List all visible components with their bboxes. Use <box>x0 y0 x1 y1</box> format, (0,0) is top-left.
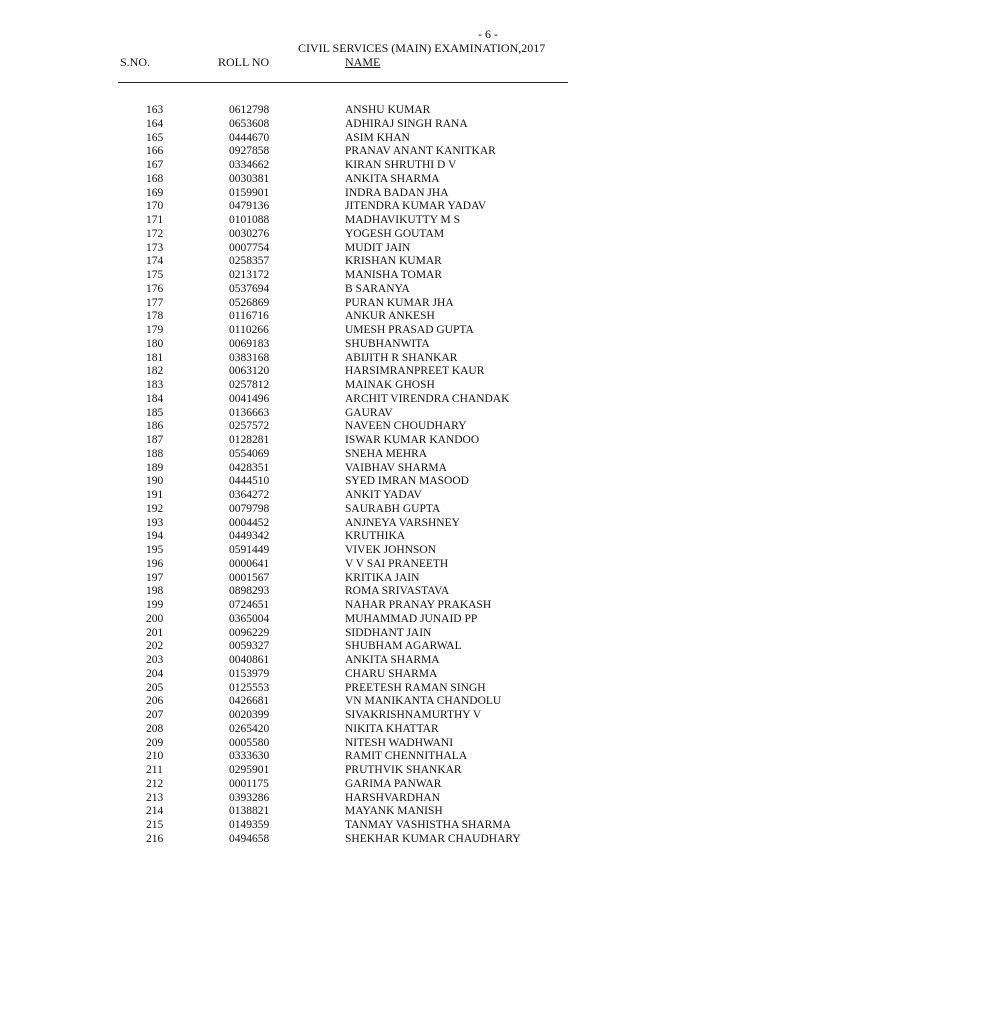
serial-number: 196 <box>146 557 164 570</box>
roll-number: 0149359 <box>229 819 270 831</box>
table-row <box>0 145 991 159</box>
table-row <box>0 462 991 476</box>
roll-number: 0101088 <box>229 214 270 226</box>
table-row <box>0 310 991 324</box>
candidate-name: MUHAMMAD JUNAID PP <box>345 612 478 625</box>
roll-number: 0159901 <box>229 186 270 199</box>
table-row <box>0 338 991 352</box>
roll-number: 0258357 <box>229 255 270 268</box>
roll-number: 0526869 <box>229 296 270 309</box>
candidate-name: VAIBHAV SHARMA <box>345 461 447 474</box>
serial-number: 216 <box>146 832 164 845</box>
candidate-name: ANKITA SHARMA <box>345 172 440 185</box>
table-row <box>0 613 991 627</box>
roll-number: 0383168 <box>229 351 270 364</box>
roll-number: 0537694 <box>229 282 270 295</box>
table-row <box>0 682 991 696</box>
candidate-name: KRUTHIKA <box>345 530 406 543</box>
roll-number: 0653608 <box>229 117 270 130</box>
candidate-name: SYED IMRAN MASOOD <box>345 475 469 488</box>
roll-number: 0428351 <box>229 461 270 474</box>
candidate-name: PREETESH RAMAN SINGH <box>345 681 486 694</box>
candidate-name: PRUTHVIK SHANKAR <box>345 764 462 776</box>
table-row <box>0 187 991 201</box>
roll-number: 0449342 <box>229 530 270 543</box>
serial-number: 205 <box>146 681 164 694</box>
serial-number: 206 <box>146 695 164 708</box>
table-row <box>0 269 991 283</box>
candidate-name: VN MANIKANTA CHANDOLU <box>345 695 502 708</box>
roll-number: 0000641 <box>229 557 270 570</box>
roll-number: 0030276 <box>229 227 270 240</box>
candidate-name: SIDDHANT JAIN <box>345 626 432 639</box>
roll-number: 0265420 <box>229 722 270 735</box>
serial-number: 208 <box>146 722 164 735</box>
serial-number: 176 <box>146 282 164 295</box>
candidate-name: V V SAI PRANEETH <box>345 557 449 570</box>
candidate-name: NITESH WADHWANI <box>345 736 454 749</box>
serial-number: 211 <box>146 764 163 776</box>
table-row <box>0 365 991 379</box>
table-row <box>0 297 991 311</box>
serial-number: 175 <box>146 269 164 281</box>
roll-number: 0001567 <box>229 571 270 584</box>
candidate-name: YOGESH GOUTAM <box>345 227 445 240</box>
column-header-sno: S.NO. <box>120 55 151 69</box>
roll-number: 0116716 <box>229 310 269 323</box>
candidate-name: SNEHA MEHRA <box>345 447 428 460</box>
candidate-name: MANISHA TOMAR <box>345 269 443 281</box>
serial-number: 200 <box>146 612 164 625</box>
serial-number: 199 <box>146 599 164 611</box>
serial-number: 207 <box>146 709 164 721</box>
table-row <box>0 379 991 393</box>
roll-number: 0724651 <box>229 599 270 611</box>
roll-number: 0927858 <box>229 145 270 158</box>
roll-number: 0007754 <box>229 241 270 254</box>
candidate-name: ADHIRAJ SINGH RANA <box>345 117 468 130</box>
candidate-name: B SARANYA <box>345 282 410 295</box>
candidate-name: ANKITA SHARMA <box>345 654 440 666</box>
page-number: - 6 - <box>478 27 498 41</box>
serial-number: 171 <box>146 214 164 226</box>
candidate-name: ANKIT YADAV <box>345 489 422 501</box>
roll-number: 0059327 <box>229 640 270 653</box>
table-row <box>0 640 991 654</box>
table-row <box>0 503 991 517</box>
serial-number: 180 <box>146 337 164 350</box>
roll-number: 0213172 <box>229 269 270 281</box>
serial-number: 195 <box>146 544 164 556</box>
table-row <box>0 393 991 407</box>
serial-number: 169 <box>146 186 164 199</box>
roll-number: 0612798 <box>229 104 270 116</box>
table-row <box>0 159 991 173</box>
serial-number: 182 <box>146 365 164 378</box>
roll-number: 0334662 <box>229 159 270 171</box>
candidate-name: HARSIMRANPREET KAUR <box>345 365 485 378</box>
candidate-name: ANKUR ANKESH <box>345 310 435 323</box>
roll-number: 0096229 <box>229 626 270 639</box>
table-row <box>0 833 991 847</box>
table-row <box>0 517 991 531</box>
candidate-name: MADHAVIKUTTY M S <box>345 214 461 226</box>
candidate-name: SHUBHANWITA <box>345 337 430 350</box>
table-row <box>0 324 991 338</box>
header-divider <box>118 82 568 83</box>
serial-number: 212 <box>146 777 164 790</box>
roll-number: 0125553 <box>229 681 270 694</box>
table-row <box>0 737 991 751</box>
serial-number: 164 <box>146 117 164 130</box>
serial-number: 173 <box>146 241 164 254</box>
table-row <box>0 792 991 806</box>
table-row <box>0 544 991 558</box>
candidate-name: TANMAY VASHISTHA SHARMA <box>345 819 511 831</box>
candidate-name: NAHAR PRANAY PRAKASH <box>345 599 492 611</box>
serial-number: 167 <box>146 159 164 171</box>
table-row <box>0 654 991 668</box>
serial-number: 202 <box>146 640 164 653</box>
serial-number: 187 <box>146 434 164 446</box>
serial-number: 192 <box>146 502 164 515</box>
serial-number: 166 <box>146 145 164 158</box>
roll-number: 0041496 <box>229 392 270 405</box>
table-row <box>0 819 991 833</box>
candidate-name: ASIM KHAN <box>345 131 410 144</box>
candidate-name: VIVEK JOHNSON <box>345 544 437 556</box>
roll-number: 0001175 <box>229 777 269 790</box>
serial-number: 203 <box>146 654 164 666</box>
table-row <box>0 242 991 256</box>
serial-number: 193 <box>146 516 164 529</box>
table-row <box>0 420 991 434</box>
serial-number: 178 <box>146 310 164 323</box>
candidate-list <box>0 104 991 847</box>
candidate-name: NIKITA KHATTAR <box>345 722 439 735</box>
serial-number: 191 <box>146 489 164 501</box>
candidate-name: RAMIT CHENNITHALA <box>345 750 468 763</box>
table-row <box>0 214 991 228</box>
roll-number: 0128281 <box>229 434 270 446</box>
table-row <box>0 599 991 613</box>
table-row <box>0 228 991 242</box>
serial-number: 209 <box>146 736 164 749</box>
roll-number: 0030381 <box>229 172 270 185</box>
roll-number: 0040861 <box>229 654 270 666</box>
serial-number: 184 <box>146 392 164 405</box>
table-row <box>0 200 991 214</box>
candidate-name: SAURABH GUPTA <box>345 502 441 515</box>
table-row <box>0 558 991 572</box>
exam-title: CIVIL SERVICES (MAIN) EXAMINATION,2017 <box>298 41 546 55</box>
candidate-name: PURAN KUMAR JHA <box>345 296 454 309</box>
roll-number: 0364272 <box>229 489 270 501</box>
table-row <box>0 530 991 544</box>
roll-number: 0898293 <box>229 585 270 598</box>
roll-number: 0444510 <box>229 475 270 488</box>
table-row <box>0 805 991 819</box>
candidate-name: KRISHAN KUMAR <box>345 255 442 268</box>
candidate-name: PRANAV ANANT KANITKAR <box>345 145 496 158</box>
roll-number: 0069183 <box>229 337 270 350</box>
candidate-name: GAURAV <box>345 406 393 419</box>
roll-number: 0444670 <box>229 131 270 144</box>
column-header-roll-no: ROLL NO <box>218 55 270 69</box>
serial-number: 168 <box>146 172 164 185</box>
table-row <box>0 173 991 187</box>
table-row <box>0 489 991 503</box>
candidate-name: UMESH PRASAD GUPTA <box>345 324 474 336</box>
candidate-name: ARCHIT VIRENDRA CHANDAK <box>345 392 510 405</box>
serial-number: 213 <box>146 791 164 804</box>
serial-number: 170 <box>146 200 164 213</box>
roll-number: 0554069 <box>229 447 270 460</box>
table-row <box>0 695 991 709</box>
candidate-name: KIRAN SHRUTHI D V <box>345 159 457 171</box>
serial-number: 190 <box>146 475 164 488</box>
candidate-name: INDRA BADAN JHA <box>345 186 449 199</box>
roll-number: 0005580 <box>229 736 270 749</box>
roll-number: 0591449 <box>229 544 270 556</box>
candidate-name: MUDIT JAIN <box>345 241 411 254</box>
table-row <box>0 352 991 366</box>
roll-number: 0333630 <box>229 750 270 763</box>
table-row <box>0 407 991 421</box>
roll-number: 0479136 <box>229 200 270 213</box>
serial-number: 215 <box>146 819 164 831</box>
roll-number: 0138821 <box>229 805 270 818</box>
candidate-name: SHUBHAM AGARWAL <box>345 640 462 653</box>
table-row <box>0 668 991 682</box>
roll-number: 0153979 <box>229 667 270 680</box>
candidate-name: CHARU SHARMA <box>345 667 438 680</box>
roll-number: 0393286 <box>229 791 270 804</box>
serial-number: 201 <box>146 626 164 639</box>
roll-number: 0004452 <box>229 516 270 529</box>
candidate-name: JITENDRA KUMAR YADAV <box>345 200 487 213</box>
candidate-name: MAYANK MANISH <box>345 805 443 818</box>
candidate-name: ROMA SRIVASTAVA <box>345 585 450 598</box>
table-row <box>0 255 991 269</box>
serial-number: 174 <box>146 255 164 268</box>
candidate-name: ANSHU KUMAR <box>345 104 431 116</box>
table-row <box>0 709 991 723</box>
candidate-name: HARSHVARDHAN <box>345 791 440 804</box>
candidate-name: KRITIKA JAIN <box>345 571 420 584</box>
table-row <box>0 118 991 132</box>
candidate-name: SIVAKRISHNAMURTHY V <box>345 709 482 721</box>
roll-number: 0365004 <box>229 612 270 625</box>
serial-number: 185 <box>146 406 164 419</box>
roll-number: 0494658 <box>229 832 270 845</box>
table-row <box>0 764 991 778</box>
serial-number: 204 <box>146 667 164 680</box>
roll-number: 0257572 <box>229 420 270 433</box>
table-row <box>0 572 991 586</box>
table-row <box>0 627 991 641</box>
roll-number: 0295901 <box>229 764 270 776</box>
roll-number: 0079798 <box>229 502 270 515</box>
serial-number: 214 <box>146 805 164 818</box>
candidate-name: NAVEEN CHOUDHARY <box>345 420 467 433</box>
table-row <box>0 283 991 297</box>
serial-number: 177 <box>146 296 164 309</box>
candidate-name: ANJNEYA VARSHNEY <box>345 516 460 529</box>
serial-number: 165 <box>146 131 164 144</box>
roll-number: 0020399 <box>229 709 270 721</box>
serial-number: 179 <box>146 324 164 336</box>
table-row <box>0 475 991 489</box>
table-row <box>0 750 991 764</box>
table-row <box>0 723 991 737</box>
table-row <box>0 778 991 792</box>
roll-number: 0257812 <box>229 379 270 391</box>
serial-number: 198 <box>146 585 164 598</box>
serial-number: 189 <box>146 461 164 474</box>
serial-number: 188 <box>146 447 164 460</box>
roll-number: 0426681 <box>229 695 270 708</box>
table-row <box>0 448 991 462</box>
table-row <box>0 434 991 448</box>
roll-number: 0110266 <box>229 324 269 336</box>
candidate-name: ABIJITH R SHANKAR <box>345 351 458 364</box>
candidate-name: GARIMA PANWAR <box>345 777 442 790</box>
roll-number: 0136663 <box>229 406 270 419</box>
candidate-name: SHEKHAR KUMAR CHAUDHARY <box>345 832 521 845</box>
serial-number: 186 <box>146 420 164 433</box>
serial-number: 194 <box>146 530 164 543</box>
table-row <box>0 132 991 146</box>
table-row <box>0 104 991 118</box>
column-header-name: NAME <box>345 55 381 69</box>
serial-number: 172 <box>146 227 164 240</box>
candidate-name: MAINAK GHOSH <box>345 379 435 391</box>
serial-number: 210 <box>146 750 164 763</box>
serial-number: 163 <box>146 104 164 116</box>
serial-number: 183 <box>146 379 164 391</box>
table-row <box>0 585 991 599</box>
serial-number: 197 <box>146 571 164 584</box>
candidate-name: ISWAR KUMAR KANDOO <box>345 434 480 446</box>
serial-number: 181 <box>146 351 164 364</box>
roll-number: 0063120 <box>229 365 270 378</box>
